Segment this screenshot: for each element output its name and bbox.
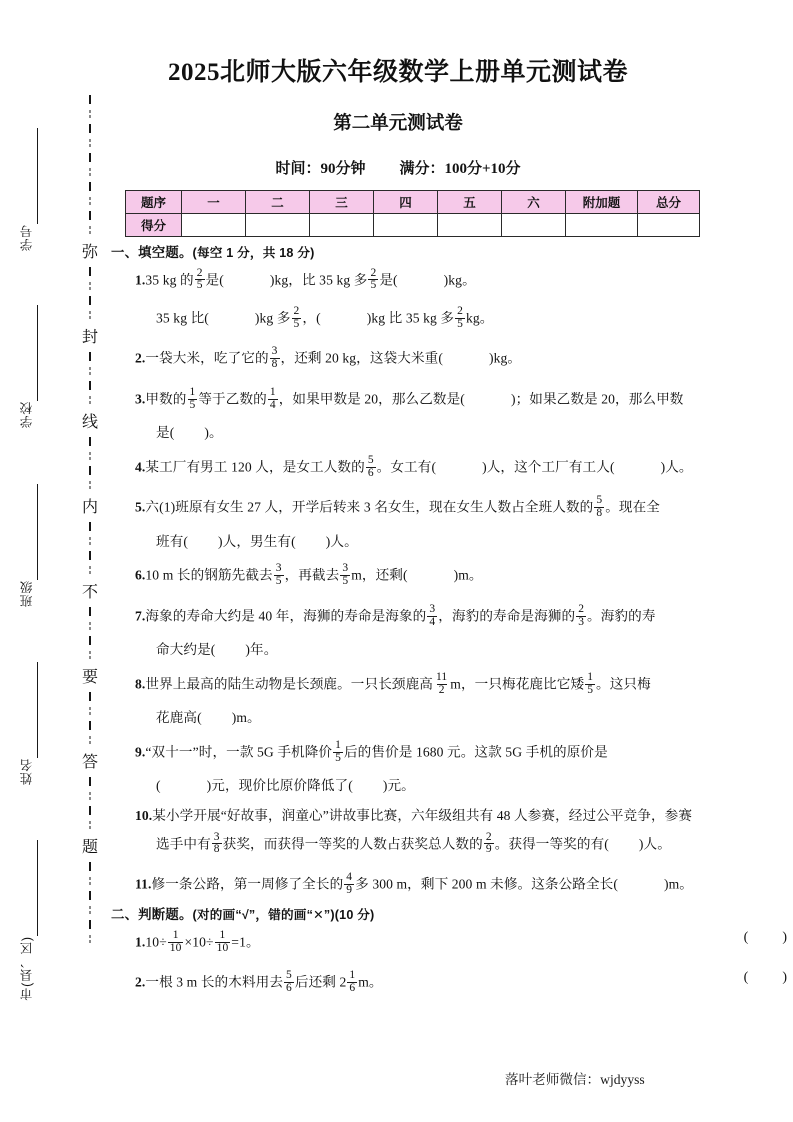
seal-dash (89, 267, 91, 276)
q10-text-d: 。获得一等奖的有( (494, 835, 609, 851)
question-2-number: 2. (135, 350, 146, 366)
question-10-number: 10. (135, 807, 153, 823)
tf-question-1-answer-box[interactable] (744, 931, 787, 945)
fraction-2-5-b: $\frac{2}{5}$ (370, 266, 377, 292)
score-table-col-5: 五 (438, 191, 502, 214)
seal-char-0: 弥 (81, 244, 98, 261)
q8-text-a: 世界上最高的陆生动物是长颈鹿。一只长颈鹿高 (145, 676, 433, 692)
q3-text-d: )；如果乙数是 20，那么甲数 (510, 391, 684, 407)
question-5 (117, 489, 713, 555)
score-cell-total[interactable] (638, 214, 700, 237)
seal-dash (89, 862, 91, 871)
seal-dots (89, 479, 91, 491)
q1-text-d: 是( (379, 271, 398, 287)
exam-time-label: 时间：90分钟 (275, 161, 366, 177)
q2-text-b: ，还剩 20 kg，这袋大米重( (280, 350, 443, 366)
question-8-number: 8. (135, 676, 146, 692)
score-table-row-label-score: 得分 (126, 214, 182, 237)
section-heading-true-false (111, 908, 713, 922)
question-2 (117, 340, 713, 378)
q5-text-b: 。现在全 (605, 499, 660, 515)
q9-text-c: ( (156, 778, 161, 794)
seal-dash (89, 692, 91, 701)
seal-dash (89, 296, 91, 305)
sidebar-label-school: 学校 (20, 401, 34, 428)
fraction-5-6-b: $\frac{5}{6}$ (286, 969, 292, 995)
fraction-4-9: $\frac{4}{9}$ (346, 870, 353, 896)
sidebar-label-class: 班级 (20, 580, 34, 607)
tf-question-2-number: 2. (135, 974, 146, 990)
fraction-1-5-b: $\frac{1}{5}$ (587, 670, 594, 696)
tf2-text-c: m。 (358, 974, 383, 990)
fraction-11-2: $\frac{11}{2}$ (435, 670, 448, 696)
q8-text-d: 花鹿高( (156, 710, 202, 726)
seal-dots (89, 365, 91, 377)
question-9-number: 9. (135, 744, 146, 760)
seal-dots (89, 904, 91, 916)
q1-text-c: )kg，比 35 kg 多 (269, 271, 368, 287)
q1-text-i: )kg 比 35 kg 多 (366, 310, 455, 326)
fraction-3-5: $\frac{3}{5}$ (275, 562, 282, 588)
question-8 (117, 666, 713, 732)
seal-dots (89, 705, 91, 717)
seal-dots (89, 195, 91, 207)
score-table-score-row (126, 214, 700, 237)
q7-text-c: 。海豹的寿 (587, 608, 656, 624)
fraction-2-5-d: $\frac{2}{5}$ (457, 305, 463, 330)
q11-text-a: 修一条公路，第一周修了全长的 (151, 876, 344, 892)
tf2-text-a: 一根 3 m 长的木料用去 (145, 974, 284, 990)
score-table-row-label-header: 题序 (126, 191, 182, 214)
q1-text-f: 35 kg 比( (156, 310, 209, 326)
fraction-1-4: $\frac{1}{4}$ (269, 385, 276, 411)
score-table-col-6: 六 (502, 191, 566, 214)
fraction-3-8-b: $\frac{3}{8}$ (213, 830, 220, 856)
score-table-col-additional: 附加题 (566, 191, 638, 214)
q8-text-e: )m。 (231, 710, 261, 726)
q1-text-h: ，( (302, 310, 321, 326)
question-5-number: 5. (135, 499, 146, 515)
score-cell-additional[interactable] (566, 214, 638, 237)
tf-question-1-number: 1. (135, 934, 146, 950)
q10-text-c: 获奖，而获得一等奖的人数占获奖总人数的 (222, 835, 483, 851)
seal-dots (89, 620, 91, 632)
fraction-1-10-b: $\frac{1}{10}$ (216, 929, 229, 954)
question-7 (117, 598, 713, 664)
fraction-3-8: $\frac{3}{8}$ (271, 345, 278, 371)
question-3-number: 3. (135, 391, 146, 407)
q9-text-a: “双十一”时，一款 5G 手机降价 (145, 744, 333, 760)
fraction-3-5-b: $\frac{3}{5}$ (342, 562, 349, 588)
seal-dash (89, 551, 91, 560)
q1-text-b: 是( (205, 271, 224, 287)
score-cell-1[interactable] (182, 214, 246, 237)
page-title: 2025北师大版六年级数学上册单元测试卷 (167, 59, 628, 86)
q4-text-b: 。女工有( (376, 459, 437, 475)
fraction-2-5-c: $\frac{2}{5}$ (293, 305, 300, 330)
question-10 (117, 802, 713, 864)
sidebar-rule-5 (37, 840, 38, 936)
q5-text-c: 班有( (156, 533, 189, 549)
section-1-title: 一、填空题。 (111, 245, 193, 260)
section-1-note: (每空 1 分，共 18 分) (192, 246, 315, 260)
question-7-number: 7. (135, 608, 146, 624)
seal-dots (89, 564, 91, 576)
sidebar-label-city-district: 市(县、区) (20, 936, 34, 1001)
score-cell-5[interactable] (438, 214, 502, 237)
score-table-col-4: 四 (374, 191, 438, 214)
seal-dash (89, 437, 91, 446)
seal-dots (89, 137, 91, 149)
question-6 (117, 557, 713, 595)
fraction-2-3: $\frac{2}{3}$ (578, 602, 585, 628)
fraction-2-9: $\frac{2}{9}$ (485, 830, 492, 856)
fraction-1-5: $\frac{1}{5}$ (189, 385, 196, 411)
q2-text-c: )kg。 (488, 350, 522, 366)
question-6-number: 6. (135, 567, 146, 583)
seal-dash (89, 607, 91, 616)
footer-note: 落叶老师微信：wjdyyss (505, 1072, 645, 1087)
sidebar-rule-4 (37, 662, 38, 758)
sidebar-rule-1 (37, 128, 38, 224)
q3-text-b: 等于乙数的 (198, 391, 267, 407)
fraction-2-5: $\frac{2}{5}$ (196, 266, 203, 292)
score-table-col-2: 二 (246, 191, 310, 214)
question-11-number: 11. (135, 876, 152, 892)
q4-text-d: )人。 (660, 459, 693, 475)
q7-text-b: ，海豹的寿命是海狮的 (438, 608, 576, 624)
q5-text-e: )人。 (325, 533, 358, 549)
tf2-text-b: 后还剩 2 (294, 974, 347, 990)
q4-text-c: )人，这个工厂有工人( (482, 459, 615, 475)
q8-text-c: 。这只梅 (596, 676, 651, 692)
seal-dash (89, 777, 91, 786)
seal-dash (89, 211, 91, 220)
seal-dots (89, 535, 91, 547)
q3-text-f: )。 (204, 425, 223, 441)
seal-char-6: 答 (81, 754, 98, 771)
tf1-paren-left: ( (743, 930, 749, 945)
fraction-5-8: $\frac{5}{8}$ (596, 494, 603, 520)
exam-meta (83, 157, 713, 178)
exam-fullscore-label: 满分：100分+10分 (399, 161, 521, 177)
q11-text-b: 多 300 m，剩下 200 m 未修。这条公路全长( (355, 876, 618, 892)
q10-text-b: 选手中有 (156, 835, 211, 851)
q9-text-d: )元，现价比原价降低了( (206, 778, 353, 794)
question-1-number: 1. (135, 271, 146, 287)
section-heading-fill-blank (111, 246, 713, 260)
seal-char-7: 题 (81, 839, 98, 856)
q5-text-d: )人，男生有( (218, 533, 296, 549)
tf-question-2-answer-box[interactable] (744, 971, 787, 985)
tf1-text-b: ×10÷ (184, 934, 214, 950)
score-table-header-row (126, 191, 700, 214)
sidebar-rule-3 (37, 484, 38, 580)
sidebar-label-name: 姓名 (20, 758, 34, 785)
sidebar-rule-2 (37, 305, 38, 401)
q3-text-a: 甲数的 (145, 391, 187, 407)
seal-dash (89, 721, 91, 730)
question-4-number: 4. (135, 459, 146, 475)
fraction-1-10: $\frac{1}{10}$ (169, 929, 182, 954)
tf1-text-a: 10÷ (145, 934, 167, 950)
question-9 (117, 734, 713, 800)
question-1 (117, 262, 713, 339)
score-cell-2[interactable] (246, 214, 310, 237)
q6-text-a: 10 m 长的钢筋先截去 (145, 567, 273, 583)
section-2-title: 二、判断题。 (111, 907, 193, 923)
seal-dots (89, 734, 91, 746)
q8-text-b: m，一只梅花鹿比它矮 (450, 676, 585, 692)
seal-dash (89, 95, 91, 104)
seal-dots (89, 875, 91, 887)
seal-dash (89, 182, 91, 191)
seal-dots (89, 309, 91, 321)
tf-question-1 (117, 924, 787, 962)
score-table-col-1: 一 (182, 191, 246, 214)
seal-dash (89, 920, 91, 929)
q1-text-e: )kg。 (443, 271, 476, 287)
seal-dots (89, 933, 91, 945)
q9-text-b: 后的售价是 1680 元。这款 5G 手机的原价是 (343, 744, 608, 760)
q7-text-a: 海象的寿命大约是 40 年，海狮的寿命是海象的 (145, 608, 427, 624)
q10-text-e: )人。 (638, 835, 671, 851)
fraction-1-6: $\frac{1}{6}$ (349, 969, 356, 995)
question-4 (117, 449, 713, 487)
seal-dash (89, 522, 91, 531)
question-11 (117, 866, 713, 904)
question-3 (117, 381, 713, 447)
q1-text-g: )kg 多 (254, 310, 291, 326)
seal-dash (89, 636, 91, 645)
q6-text-b: ，再截去 (284, 567, 340, 583)
q7-text-e: )年。 (245, 642, 278, 658)
q9-text-e: )元。 (382, 778, 415, 794)
seal-dash (89, 381, 91, 390)
seal-dash (89, 891, 91, 900)
section-2-note: (对的画“√”，错的画“✕”)(10 分) (192, 908, 375, 923)
seal-dots (89, 394, 91, 406)
sidebar-label-student-id: 学号 (20, 224, 34, 251)
seal-char-4: 不 (81, 584, 98, 601)
q6-text-d: )m。 (453, 567, 483, 583)
seal-char-2: 线 (81, 414, 98, 431)
tf2-paren-left: ( (743, 970, 749, 986)
q2-text-a: 一袋大米，吃了它的 (145, 350, 269, 366)
q3-text-e: 是( (156, 425, 175, 441)
score-cell-3[interactable] (310, 214, 374, 237)
seal-dash (89, 806, 91, 815)
seal-char-1: 封 (81, 329, 98, 346)
q11-text-c: )m。 (664, 876, 693, 892)
q10-text-a: 某小学开展“好故事，润童心”讲故事比赛，六年级组共有 48 人参赛，经过公平竞争，参赛 (152, 807, 693, 823)
q4-text-a: 某工厂有男工 120 人，是女工人数的 (145, 459, 365, 475)
fraction-3-4: $\frac{3}{4}$ (429, 602, 436, 628)
q5-text-a: 六(1)班原有女生 27 人，开学后转来 3 名女生，现在女生人数占全班人数的 (145, 499, 594, 515)
seal-dots (89, 790, 91, 802)
exam-paper (112, 0, 793, 1122)
seal-dash (89, 352, 91, 361)
seal-char-5: 要 (81, 669, 98, 686)
seal-dots (89, 224, 91, 236)
seal-char-3: 内 (81, 499, 98, 516)
score-table-col-total: 总分 (638, 191, 700, 214)
fraction-5-6: $\frac{5}{6}$ (367, 453, 374, 479)
tf1-text-c: =1。 (231, 934, 260, 950)
fraction-1-5-c: $\frac{1}{5}$ (335, 738, 341, 764)
tf-question-2 (117, 964, 787, 1002)
tf1-paren-right: ) (782, 930, 787, 945)
seal-dots (89, 819, 91, 831)
tf2-paren-right: ) (782, 970, 787, 986)
seal-dots (89, 649, 91, 661)
score-cell-4[interactable] (374, 214, 438, 237)
q7-text-d: 命大约是( (156, 642, 216, 658)
score-table (125, 190, 700, 237)
question-content (111, 245, 787, 1003)
seal-dots (89, 280, 91, 292)
seal-line (78, 92, 102, 1054)
page-subtitle: 第二单元测试卷 (333, 114, 463, 134)
score-cell-6[interactable] (502, 214, 566, 237)
q6-text-c: m，还剩( (351, 567, 408, 583)
q1-text-j: kg。 (465, 310, 494, 326)
score-table-col-3: 三 (310, 191, 374, 214)
q1-text-a: 35 kg 的 (145, 271, 194, 287)
seal-dash (89, 466, 91, 475)
seal-dots (89, 450, 91, 462)
q3-text-c: ，如果甲数是 20，那么乙数是( (278, 391, 465, 407)
